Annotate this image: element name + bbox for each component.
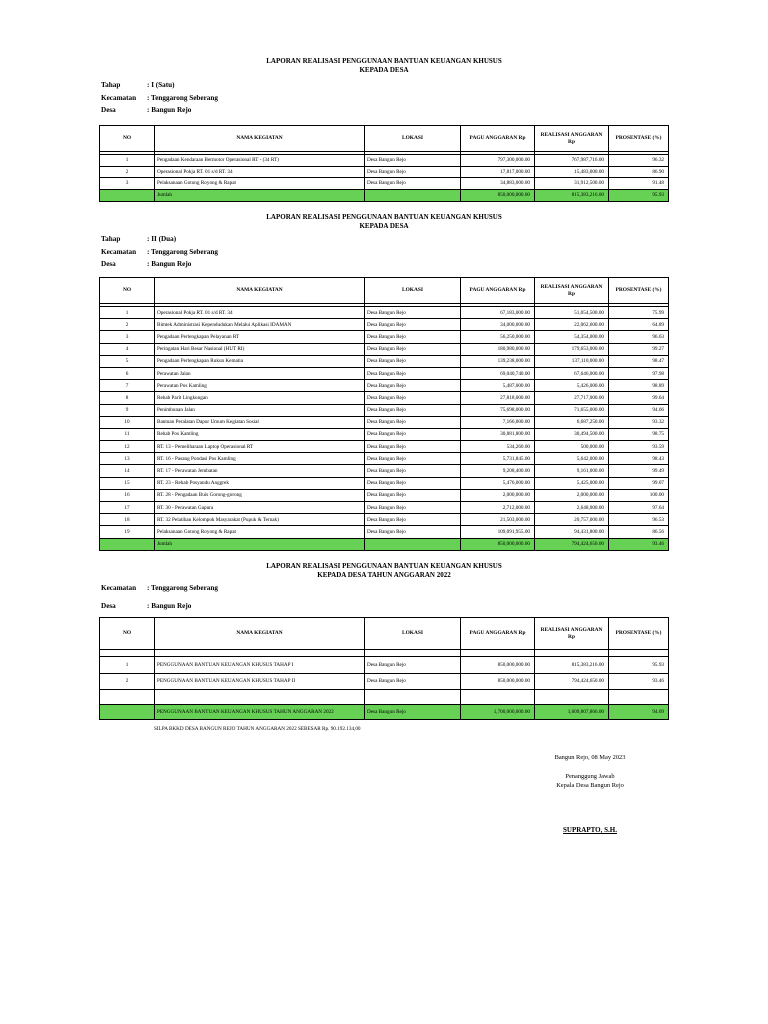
cell-lokasi: Desa Bangun Rejo (365, 453, 461, 465)
cell-pagu: 2,000,000.00 (461, 489, 535, 501)
table-row (100, 657, 669, 674)
cell-pros: 93.32 (609, 416, 669, 428)
blank-cell (535, 690, 609, 705)
section2-title-line2: KEPADA DESA (359, 222, 409, 230)
cell-real: 94,431,800.00 (535, 526, 609, 538)
table-row (100, 166, 669, 178)
header-lokasi: LOKASI (365, 126, 461, 152)
header-pagu: PAGU ANGGARAN Rp (461, 126, 535, 152)
cell-no: 16 (100, 489, 155, 501)
cell-lokasi: Desa Bangun Rejo (365, 526, 461, 538)
total-row (100, 705, 669, 720)
cell-pagu: 30,881,800.00 (461, 428, 535, 440)
cell-nama: RT. 28 - Pengadaan Buis Gorong-gorong (155, 489, 365, 501)
cell-pagu: 5,476,000.00 (461, 477, 535, 489)
spacer-row (100, 650, 669, 657)
cell-real: 179,653,000.00 (535, 343, 609, 355)
cell-nama: Rehab Parit Lingkungan (155, 392, 365, 404)
header-no: NO (100, 278, 155, 304)
cell-pagu: 67,183,000.00 (461, 307, 535, 319)
spacer-cell (535, 650, 609, 657)
spacer-cell (461, 650, 535, 657)
header-lokasi: LOKASI (365, 278, 461, 304)
cell-pros: 98.89 (609, 380, 669, 392)
cell-nama: PENGGUNAAN BANTUAN KEUANGAN KHUSUS TAHAP I (155, 657, 365, 674)
cell-real: 31,912,500.00 (535, 178, 609, 190)
signature-block (520, 753, 660, 790)
cell-nama: RT. 16 - Pasang Pondasi Pos Kamling (155, 453, 365, 465)
cell-nama: PENGGUNAAN BANTUAN KEUANGAN KHUSUS TAHAP II (155, 673, 365, 690)
total-lokasi (365, 189, 461, 201)
cell-no: 5 (100, 355, 155, 367)
table-row (100, 489, 669, 501)
cell-pros: 93.59 (609, 441, 669, 453)
cell-pagu: 17,817,000.00 (461, 166, 535, 178)
cell-pros: 93.46 (609, 673, 669, 690)
cell-pros: 86.56 (609, 526, 669, 538)
cell-nama: RT. 23 - Rehab Posyandu Anggrek (155, 477, 365, 489)
cell-lokasi: Desa Bangun Rejo (365, 502, 461, 514)
cell-pagu: 5,731,845.00 (461, 453, 535, 465)
header-real: REALISASI ANGGARAN Rp (535, 618, 609, 650)
cell-no: 7 (100, 380, 155, 392)
total-lokasi: Desa Bangun Rejo (365, 705, 461, 720)
cell-pagu: 69,040,740.00 (461, 367, 535, 379)
table-row (100, 526, 669, 538)
cell-lokasi: Desa Bangun Rejo (365, 441, 461, 453)
total-row (100, 538, 669, 550)
header-pros: PROSENTASE (%) (609, 126, 669, 152)
cell-real: 71,655,000.00 (535, 404, 609, 416)
cell-lokasi: Desa Bangun Rejo (365, 343, 461, 355)
cell-pros: 99.07 (609, 477, 669, 489)
table-row (100, 453, 669, 465)
section3-title (0, 562, 768, 580)
cell-no: 3 (100, 331, 155, 343)
cell-no: 1 (100, 657, 155, 674)
cell-real: 2,000,000.00 (535, 489, 609, 501)
meta-key: Desa (101, 106, 116, 114)
meta-key: Kecamatan (101, 247, 137, 256)
spacer-cell (155, 650, 365, 657)
total-real: 1,609,807,866.00 (535, 705, 609, 720)
cell-nama: Pengadaan Kendaraan Bermotor Operasional RT - (34 RT) (155, 155, 365, 167)
cell-real: 137,110,000.00 (535, 355, 609, 367)
table-row (100, 319, 669, 331)
section1-title (0, 57, 768, 75)
cell-no: 6 (100, 367, 155, 379)
total-row (100, 189, 669, 201)
cell-lokasi: Desa Bangun Rejo (365, 155, 461, 167)
meta-value: : II (Dua) (147, 235, 177, 243)
total-pagu: 1,700,000,000.00 (461, 705, 535, 720)
section3-meta (101, 584, 218, 615)
section2-meta (101, 235, 218, 273)
meta-row (101, 81, 218, 94)
header-nama: NAMA KEGIATAN (155, 618, 365, 650)
header-nama: NAMA KEGIATAN (155, 126, 365, 152)
cell-lokasi: Desa Bangun Rejo (365, 477, 461, 489)
cell-no: 1 (100, 155, 155, 167)
cell-real: 20,757,000.00 (535, 514, 609, 526)
cell-nama: RT. 32 Pelatihan Kelompok Masyarakat (Pupuk & Ternak) (155, 514, 365, 526)
total-pros: 95.93 (609, 189, 669, 201)
blank-cell (461, 690, 535, 705)
section1-table (99, 125, 669, 202)
cell-pros: 96.53 (609, 514, 669, 526)
header-no: NO (100, 618, 155, 650)
cell-lokasi: Desa Bangun Rejo (365, 319, 461, 331)
blank-cell (155, 690, 365, 705)
cell-real: 5,642,000.00 (535, 453, 609, 465)
cell-nama: Perawatan Jalan (155, 367, 365, 379)
header-pagu: PAGU ANGGARAN Rp (461, 278, 535, 304)
table-row (100, 404, 669, 416)
cell-lokasi: Desa Bangun Rejo (365, 489, 461, 501)
cell-real: 30,494,500.00 (535, 428, 609, 440)
header-real: REALISASI ANGGARAN Rp (535, 126, 609, 152)
cell-real: 15,483,000.00 (535, 166, 609, 178)
cell-lokasi: Desa Bangun Rejo (365, 673, 461, 690)
cell-pros: 99.27 (609, 343, 669, 355)
cell-real: 815,383,216.00 (535, 657, 609, 674)
total-cell-no (100, 538, 155, 550)
table-header-row (100, 278, 669, 304)
total-cell-no (100, 705, 155, 720)
meta-key: Kecamatan (101, 584, 137, 592)
cell-pagu: 9,208,400.00 (461, 465, 535, 477)
cell-lokasi: Desa Bangun Rejo (365, 307, 461, 319)
section3-table (99, 617, 669, 720)
sign-place-date: Bangun Rejo, 08 May 2023 (554, 754, 626, 761)
meta-row (101, 260, 218, 273)
table-row (100, 502, 669, 514)
cell-pagu: 850,000,000.00 (461, 657, 535, 674)
cell-nama: Bimtek Administrasi Kependudukan Melalui Aplikasi IDAMAN (155, 319, 365, 331)
table-row (100, 673, 669, 690)
cell-lokasi: Desa Bangun Rejo (365, 367, 461, 379)
meta-value: : Tenggarong Seberang (147, 247, 218, 256)
cell-pagu: 850,000,000.00 (461, 673, 535, 690)
section1-meta (101, 81, 218, 119)
signatory-name: SUPRAPTO, S.H. (563, 826, 617, 834)
cell-pros: 86.90 (609, 166, 669, 178)
table-row (100, 380, 669, 392)
section2-title (0, 213, 768, 231)
total-label: Jumlah (155, 189, 365, 201)
meta-row (101, 248, 218, 261)
table-row (100, 477, 669, 489)
meta-value: : Tenggarong Seberang (147, 93, 218, 102)
cell-real: 794,424,650.00 (535, 673, 609, 690)
cell-nama: Operasional Pokja RT. 01 s/d RT. 34 (155, 166, 365, 178)
cell-real: 5,426,000.00 (535, 380, 609, 392)
meta-row (101, 602, 218, 615)
meta-key: Tahap (101, 81, 121, 89)
total-pagu: 850,000,000.00 (461, 189, 535, 201)
meta-row (101, 94, 218, 107)
section1-title-line2: KEPADA DESA (359, 66, 409, 74)
meta-row (101, 235, 218, 248)
meta-value: : Tenggarong Seberang (147, 584, 218, 592)
table-row (100, 355, 669, 367)
cell-pros: 94.66 (609, 404, 669, 416)
cell-no: 3 (100, 178, 155, 190)
spacer-cell (609, 650, 669, 657)
cell-real: 6,687,250.00 (535, 416, 609, 428)
blank-cell (100, 690, 155, 705)
cell-no: 8 (100, 392, 155, 404)
cell-pagu: 109,091,955.00 (461, 526, 535, 538)
cell-nama: Pengadaan Perlengkapan Rukun Kematia (155, 355, 365, 367)
cell-no: 4 (100, 343, 155, 355)
cell-real: 51,054,500.00 (535, 307, 609, 319)
blank-row (100, 690, 669, 705)
section2-table (99, 277, 669, 551)
table-header-row (100, 618, 669, 650)
sign-role-1: Penanggung Jawab (565, 773, 615, 780)
cell-no: 11 (100, 428, 155, 440)
meta-value: : I (Satu) (147, 81, 175, 89)
cell-lokasi: Desa Bangun Rejo (365, 657, 461, 674)
cell-real: 767,987,716.00 (535, 155, 609, 167)
header-pros: PROSENTASE (%) (609, 618, 669, 650)
table-row (100, 331, 669, 343)
cell-pagu: 21,503,000.00 (461, 514, 535, 526)
table-row (100, 465, 669, 477)
header-lokasi: LOKASI (365, 618, 461, 650)
cell-real: 5,425,000.00 (535, 477, 609, 489)
cell-nama: RT. 17 - Perawatan Jembatan (155, 465, 365, 477)
cell-pros: 100.00 (609, 489, 669, 501)
cell-pagu: 5,487,000.00 (461, 380, 535, 392)
cell-pagu: 797,300,000.00 (461, 155, 535, 167)
section1-title-line1: LAPORAN REALISASI PENGGUNAAN BANTUAN KEUANGAN KHUSUS (266, 57, 502, 65)
table-row (100, 441, 669, 453)
cell-nama: Pelaksanaan Gotong Royong & Rapat (155, 178, 365, 190)
cell-pagu: 534,260.00 (461, 441, 535, 453)
table-row (100, 392, 669, 404)
cell-pros: 98.43 (609, 453, 669, 465)
table-row (100, 343, 669, 355)
cell-no: 13 (100, 453, 155, 465)
cell-real: 54,354,000.00 (535, 331, 609, 343)
header-pagu: PAGU ANGGARAN Rp (461, 618, 535, 650)
cell-no: 1 (100, 307, 155, 319)
total-real: 794,424,650.00 (535, 538, 609, 550)
cell-pros: 96.63 (609, 331, 669, 343)
cell-pagu: 34,883,000.00 (461, 178, 535, 190)
blank-cell (609, 690, 669, 705)
cell-pros: 98.47 (609, 355, 669, 367)
cell-pros: 98.75 (609, 428, 669, 440)
cell-lokasi: Desa Bangun Rejo (365, 392, 461, 404)
cell-no: 9 (100, 404, 155, 416)
cell-lokasi: Desa Bangun Rejo (365, 166, 461, 178)
cell-pros: 97.98 (609, 367, 669, 379)
cell-nama: Operasional Pokja RT. 01 s/d RT. 34 (155, 307, 365, 319)
table-row (100, 514, 669, 526)
header-no: NO (100, 126, 155, 152)
cell-no: 2 (100, 673, 155, 690)
cell-real: 2,648,000.00 (535, 502, 609, 514)
table-header-row (100, 126, 669, 152)
meta-row (101, 584, 218, 602)
table-row (100, 307, 669, 319)
cell-lokasi: Desa Bangun Rejo (365, 178, 461, 190)
total-cell-no (100, 189, 155, 201)
cell-no: 10 (100, 416, 155, 428)
spacer-cell (365, 650, 461, 657)
cell-pagu: 27,818,000.00 (461, 392, 535, 404)
cell-lokasi: Desa Bangun Rejo (365, 380, 461, 392)
cell-real: 500,000.00 (535, 441, 609, 453)
cell-lokasi: Desa Bangun Rejo (365, 404, 461, 416)
table-row (100, 178, 669, 190)
header-pros: PROSENTASE (%) (609, 278, 669, 304)
meta-key: Tahap (101, 235, 121, 243)
total-pagu: 850,000,000.00 (461, 538, 535, 550)
cell-nama: Penimbunan Jalan (155, 404, 365, 416)
cell-pagu: 7,166,000.00 (461, 416, 535, 428)
cell-no: 2 (100, 166, 155, 178)
cell-lokasi: Desa Bangun Rejo (365, 416, 461, 428)
cell-lokasi: Desa Bangun Rejo (365, 514, 461, 526)
cell-lokasi: Desa Bangun Rejo (365, 465, 461, 477)
section2-title-line1: LAPORAN REALISASI PENGGUNAAN BANTUAN KEUANGAN KHUSUS (266, 213, 502, 221)
cell-real: 9,161,000.00 (535, 465, 609, 477)
cell-pros: 97.64 (609, 502, 669, 514)
cell-nama: RT. 30 - Perawatan Gapura (155, 502, 365, 514)
table-row (100, 416, 669, 428)
total-label: Jumlah (155, 538, 365, 550)
cell-no: 15 (100, 477, 155, 489)
meta-key: Desa (101, 260, 116, 268)
cell-nama: Peringatan Hari Besar Nasional (HUT RI) (155, 343, 365, 355)
cell-nama: Rehab Pos Kamling (155, 428, 365, 440)
table-row (100, 367, 669, 379)
cell-lokasi: Desa Bangun Rejo (365, 355, 461, 367)
cell-no: 2 (100, 319, 155, 331)
sign-role-2: Kepala Desa Bangun Rejo (556, 782, 624, 789)
cell-no: 12 (100, 441, 155, 453)
blank-cell (365, 690, 461, 705)
cell-pros: 75.99 (609, 307, 669, 319)
cell-pros: 99.64 (609, 392, 669, 404)
table-row (100, 428, 669, 440)
cell-real: 22,062,600.00 (535, 319, 609, 331)
cell-no: 14 (100, 465, 155, 477)
cell-real: 27,717,000.00 (535, 392, 609, 404)
total-pros: 94.69 (609, 705, 669, 720)
meta-value: : Bangun Rejo (147, 260, 192, 268)
cell-nama: Bantuan Peralatan Dapur Umum Kegiatan Sosial (155, 416, 365, 428)
meta-value: : Bangun Rejo (147, 602, 192, 610)
header-real: REALISASI ANGGARAN Rp (535, 278, 609, 304)
total-pros: 93.46 (609, 538, 669, 550)
cell-pagu: 75,698,000.00 (461, 404, 535, 416)
cell-lokasi: Desa Bangun Rejo (365, 428, 461, 440)
meta-key: Desa (101, 602, 116, 610)
cell-pros: 99.49 (609, 465, 669, 477)
cell-no: 19 (100, 526, 155, 538)
total-lokasi (365, 538, 461, 550)
cell-pagu: 34,000,000.00 (461, 319, 535, 331)
cell-pagu: 180,980,000.00 (461, 343, 535, 355)
cell-no: 18 (100, 514, 155, 526)
cell-pagu: 2,712,000.00 (461, 502, 535, 514)
cell-nama: RT. 13 - Pemeliharaan Laptop Operasional RT (155, 441, 365, 453)
spacer-cell (100, 650, 155, 657)
table-row (100, 155, 669, 167)
header-nama: NAMA KEGIATAN (155, 278, 365, 304)
section3-title-line2: KEPADA DESA TAHUN ANGGARAN 2022 (317, 571, 451, 579)
meta-value: : Bangun Rejo (147, 106, 192, 114)
section3-title-line1: LAPORAN REALISASI PENGGUNAAN BANTUAN KEUANGAN KHUSUS (266, 562, 502, 570)
meta-row (101, 106, 218, 119)
cell-nama: Pengadaan Perlengkapan Pelayanan RT (155, 331, 365, 343)
cell-pros: 91.48 (609, 178, 669, 190)
cell-real: 67,646,000.00 (535, 367, 609, 379)
cell-lokasi: Desa Bangun Rejo (365, 331, 461, 343)
cell-pros: 64.89 (609, 319, 669, 331)
cell-nama: Perawatan Pos Kamling (155, 380, 365, 392)
total-real: 815,383,216.00 (535, 189, 609, 201)
cell-pagu: 139,238,000.00 (461, 355, 535, 367)
cell-pros: 95.93 (609, 657, 669, 674)
silpa-note: SILPA BKKD DESA BANGUN REJO TAHUN ANGGARAN 2022 SEBESAR Rp. 90.192.134,00 (154, 726, 361, 732)
cell-nama: Pelaksanaan Gotong Royong & Rapat (155, 526, 365, 538)
cell-pagu: 56,250,000.00 (461, 331, 535, 343)
total-label: PENGGUNAAN BANTUAN KEUANGAN KHUSUS TAHUN ANGGARAN 2022 (155, 705, 365, 720)
meta-key: Kecamatan (101, 93, 137, 102)
cell-no: 17 (100, 502, 155, 514)
cell-pros: 96.32 (609, 155, 669, 167)
